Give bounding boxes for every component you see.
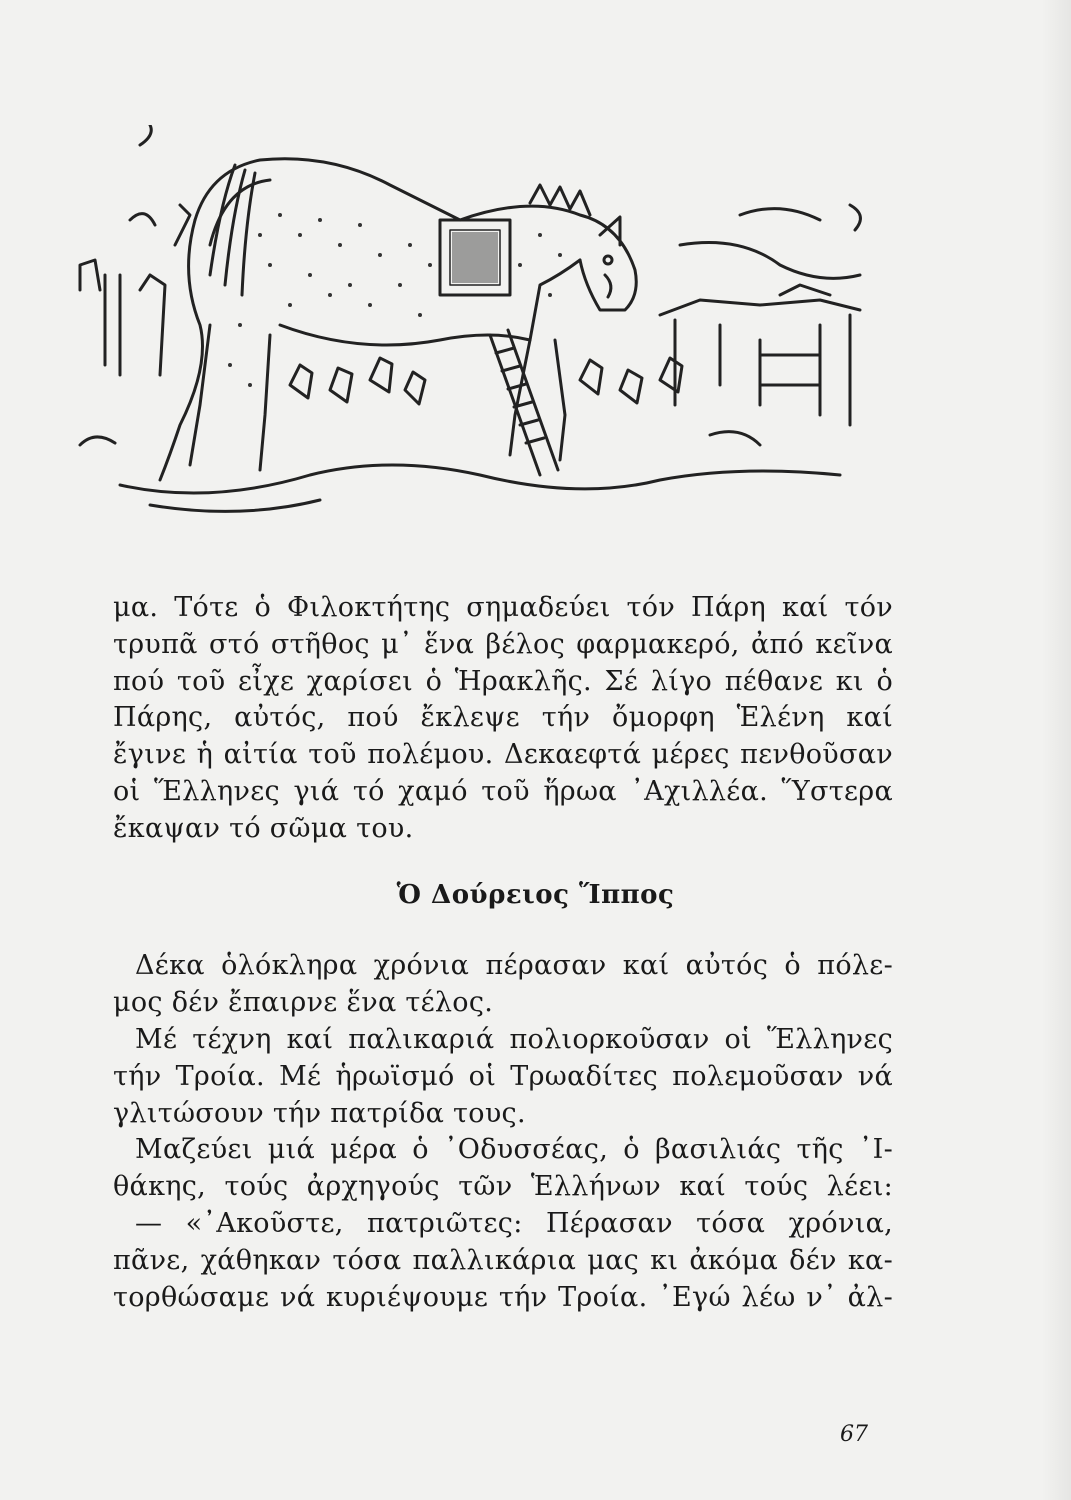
text-line: ἔγινε ἡ αἰτία τοῦ πολέμου. Δεκαεφτά μέρες πενθοῦσαν xyxy=(113,739,893,771)
text-line: τήν Τροία. Μέ ἡρωϊσμό οἱ Τρωαδίτες πολεμοῦσαν νά xyxy=(113,1060,893,1092)
text-line: γλιτώσουν τήν πατρίδα τους. xyxy=(113,1097,526,1129)
text-line: πού τοῦ εἶχε χαρίσει ὁ Ἡρακλῆς. Σέ λίγο πέθανε κι ὁ xyxy=(113,665,893,697)
text-line: τορθώσαμε νά κυριέψουμε τήν Τροία. ᾽Εγώ λέω ν᾽ ἀλ- xyxy=(113,1281,893,1313)
trojan-horse-illustration xyxy=(60,125,890,520)
text-line: οἱ Ἕλληνες γιά τό χαμό τοῦ ἥρωα ᾽Αχιλλέα. Ὕστερα xyxy=(113,775,893,807)
text-line: Πάρης, αὐτός, πού ἔκλεψε τήν ὄμορφη Ἑλένη καί xyxy=(113,702,893,734)
text-line: μα. Τότε ὁ Φιλοκτήτης σημαδεύει τόν Πάρη καί τόν xyxy=(113,592,893,623)
text-line: Δέκα ὁλόκληρα χρόνια πέρασαν καί αὐτός ὁ πόλε- xyxy=(135,950,893,981)
paragraph-2 xyxy=(113,948,893,1022)
text-line: μος δέν ἔπαιρνε ἕνα τέλος. xyxy=(113,986,494,1018)
page-edge-shadow xyxy=(1041,0,1071,1500)
text-line: Μαζεύει μιά μέρα ὁ ᾽Οδυσσέας, ὁ βασιλιάς τῆς ᾽Ι- xyxy=(135,1134,893,1165)
page-number: 67 xyxy=(840,1422,868,1447)
text-line: ἔκαψαν τό σῶμα του. xyxy=(113,812,414,844)
text-line: τρυπᾶ στό στῆθος μ᾽ ἕνα βέλος φαρμακερό, ἀπό κεῖνα xyxy=(113,628,893,660)
section-heading: Ὁ Δούρειος Ἵππος xyxy=(396,880,675,910)
text-line: θάκης, τούς ἀρχηγούς τῶν Ἑλλήνων καί τούς λέει: xyxy=(113,1170,893,1202)
text-line: — «᾽Ακοῦστε, πατριῶτες: Πέρασαν τόσα χρόνια, xyxy=(135,1208,893,1239)
text-line: πᾶνε, χάθηκαν τόσα παλλικάρια μας κι ἀκόμα δέν κα- xyxy=(113,1244,893,1276)
paragraph-3 xyxy=(113,1022,893,1132)
paragraph-1 xyxy=(113,590,893,848)
paragraph-4 xyxy=(113,1132,893,1206)
text-line: Μέ τέχνη καί παλικαριά πολιορκοῦσαν οἱ Ἕλληνες xyxy=(135,1024,893,1055)
paragraph-5 xyxy=(113,1206,893,1316)
